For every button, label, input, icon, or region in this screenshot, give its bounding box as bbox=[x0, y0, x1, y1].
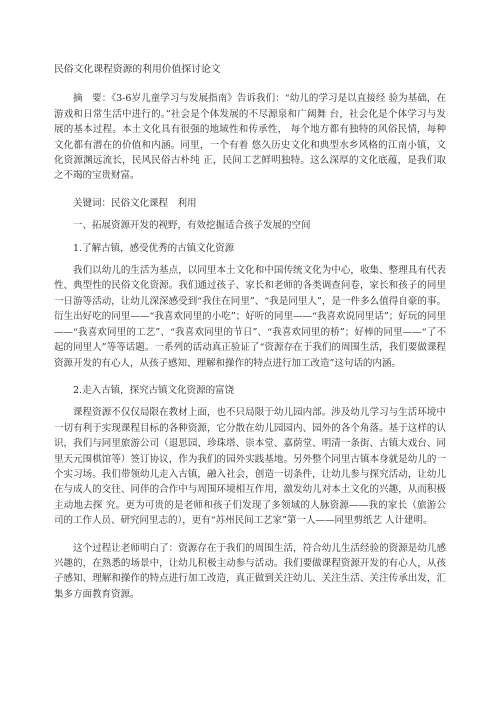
body-paragraph-2: 课程资源不仅仅局限在教材上面，也不只局限于幼儿园内部。涉及幼儿学习与生活环境中一切有利于实现课程目标的各种资源，它分散在幼儿园园内、园外的各个角落。基于这样的认识，我们与同里旅游公司（退思园、珍珠塔、崇本堂、嘉荫堂、明清一条街、古镇大戏台、同里天元围棋馆等）签订协议，作为我们的园外实践基地。另外整个同里古镇本身就是幼儿的一个实习场。我们带领幼儿走入古镇，融入社会，创造一切条件，让幼儿参与探究活动，让幼儿在与成人的交往、同伴的合作中与周围环境相互作用，激发幼儿对本土文化的兴趣，从而积极主动地去探 究。更为可贵的是老师和孩子们发现了多领域的人脉资源——我的家长（旅游公 司的工作人员、研究同里志的），更有“苏州民间工艺家”第一人——同里剪纸艺 人计建明。 bbox=[54, 407, 446, 527]
document-title: 民俗文化课程资源的利用价值探讨论文 bbox=[54, 64, 221, 75]
body-paragraph-1: 我们以幼儿的生活为基点，以同里本土文化和中国传统文化为中心，收集、整理具有代表性、典型性的民俗文化资源。我们通过孩子、家长和老师的各类调查问卷，家长和孩子的同里一日游等活动，让幼儿深深感受到“我住在同里”、“我是同里人”，是一件多么值得自豪的事。衍生出好吃的同里——“我喜欢同里的小吃”；好听的同里——“我喜欢说同里话”；好玩的同里——“我喜欢同里的工艺”、“我喜欢同里的节日”、“我喜欢同里的桥”；好棒的同里——“了不起的同里人”等等话题。一系列的活动真正验证了“资源存在于我们的周围生活，我们要做课程资源开发的有心人，从孩子感知、理解和操作的特点进行加工改造”这句话的内涵。 bbox=[54, 265, 446, 369]
keywords-line: 关键词：民俗文化课程 利用 bbox=[73, 197, 197, 209]
subsection-heading-2: 2.走入古镇，探究古镇文化资源的富饶 bbox=[73, 384, 235, 396]
body-paragraph-3: 这个过程让老师明白了：资源存在于我们的周围生活，符合幼儿生活经验的资源是幼儿感兴趣的，在熟悉的场景中，让幼儿积极主动参与活动。我们要做课程资源开发的有心人，从孩子感知、理解和操作的特点进行加工改造，真正做到关注幼儿、关注生活、关注传承出发，汇集多方面教育资源。 bbox=[54, 542, 446, 600]
abstract-paragraph: 摘 要：《3-6岁儿童学习与发展指南》告诉我们：“幼儿的学习是以直接经 验为基础，在游戏和日常生活中进行的。”社会是个体发展的不尽源泉和广阔舞 台，社会化是个体学习与发展的基本过程。本土文化具有很强的地域性和传承性， 每个地方都有独特的风俗民情，每种文化都有潜在的价值和内涵。同里，一个有着 悠久历史文化和典型水乡风格的江南小镇，文化资源渊远流长，民风民俗古朴纯 正，民间工艺鲜明独特。这么深厚的文化底蕴，是我们取之不竭的宝贵财富。 bbox=[54, 93, 446, 182]
subsection-heading-1: 1.了解古镇，感受优秀的古镇文化资源 bbox=[73, 242, 235, 254]
section-heading-1: 一、拓展资源开发的视野，有效挖掘适合孩子发展的空间 bbox=[73, 220, 311, 232]
